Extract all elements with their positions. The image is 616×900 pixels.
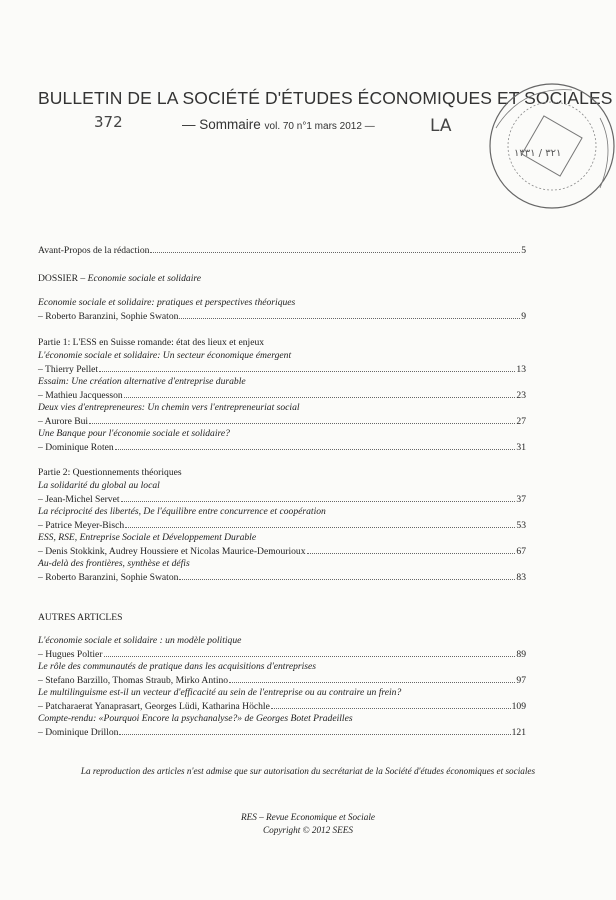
toc-page: 37: [516, 494, 526, 505]
toc-entry-author[interactable]: [38, 725, 526, 738]
dossier-heading: [38, 272, 201, 285]
toc-entry-author[interactable]: [38, 570, 526, 583]
toc-title: Avant-Propos de la rédaction: [38, 245, 150, 256]
leader-dots: [89, 414, 515, 424]
revue-name: RES – Revue Economique et Sociale: [241, 812, 375, 822]
leader-dots: [115, 440, 516, 450]
leader-dots: [179, 570, 515, 580]
toc-page: 109: [511, 701, 526, 712]
dossier-title: – Economie sociale et solidaire: [80, 273, 201, 284]
reproduction-note: La reproduction des articles n'est admise que sur autorisation du secrétariat de la Société d'études économiques et sociales: [80, 766, 536, 776]
handwritten-initials: LA: [430, 116, 452, 136]
toc-entry-title[interactable]: Le rôle des communautés de pratique dans les acquisitions d'entreprises: [38, 661, 317, 672]
toc-page: 67: [516, 546, 526, 557]
toc-entry-author[interactable]: [38, 492, 526, 505]
leader-dots: [124, 388, 516, 398]
toc-author: – Patcharaerat Yanaprasart, Georges Lüdi, Katharina Höchle: [38, 701, 270, 712]
toc-entry-author[interactable]: [38, 699, 526, 712]
toc-entry-author[interactable]: [38, 647, 526, 660]
toc-entry-title[interactable]: Essaim: Une création alternative d'entreprise durable: [38, 376, 246, 387]
autres-heading: AUTRES ARTICLES: [38, 612, 123, 623]
toc-page: 31: [516, 442, 526, 453]
toc-page: 83: [516, 572, 526, 583]
toc-page: 97: [516, 675, 526, 686]
partie2-heading: Partie 2: Questionnements théoriques: [38, 467, 182, 478]
leader-dots: [119, 725, 510, 735]
toc-entry-author[interactable]: [38, 362, 526, 375]
toc-entry-title[interactable]: Une Banque pour l'économie sociale et solidaire?: [38, 428, 230, 439]
toc-entry-title[interactable]: L'économie sociale et solidaire : un modèle politique: [38, 635, 242, 646]
toc-author: – Patrice Meyer-Bisch: [38, 520, 125, 531]
sommaire-label: — Sommaire: [182, 117, 261, 132]
journal-title: BULLETIN DE LA SOCIÉTÉ D'ÉTUDES ÉCONOMIQUES ET SOCIALES: [38, 88, 613, 108]
toc-page: 23: [516, 390, 526, 401]
toc-entry-title[interactable]: Deux vies d'entrepreneures: Un chemin vers l'entrepreneuriat social: [38, 402, 300, 413]
toc-entry-title[interactable]: ESS, RSE, Entreprise Sociale et Développement Durable: [38, 532, 257, 543]
issue-info: vol. 70 n°1 mars 2012 —: [264, 121, 375, 132]
toc-author: – Mathieu Jacquesson: [38, 390, 123, 401]
copyright: Copyright © 2012 SEES: [263, 825, 353, 835]
toc-entry-title[interactable]: L'économie sociale et solidaire: Un secteur économique émergent: [38, 350, 292, 361]
toc-page: 9: [521, 311, 526, 322]
toc-entry-author[interactable]: [38, 673, 526, 686]
toc-entry-author[interactable]: [38, 309, 526, 322]
toc-author: – Roberto Baranzini, Sophie Swaton: [38, 311, 179, 322]
toc-page: 121: [511, 727, 526, 738]
toc-entry-author[interactable]: [38, 518, 526, 531]
toc-entry-title[interactable]: Au-delà des frontières, synthèse et défis: [38, 558, 190, 569]
toc-author: – Dominique Drillon: [38, 727, 119, 738]
leader-dots: [271, 699, 511, 709]
toc-entry-title[interactable]: Economie sociale et solidaire: pratiques et perspectives théoriques: [38, 297, 296, 308]
toc-author: – Denis Stokkink, Audrey Houssiere et Nicolas Maurice-Demourioux: [38, 546, 306, 557]
toc-entry-author[interactable]: [38, 440, 526, 453]
toc-author: – Jean-Michel Servet: [38, 494, 120, 505]
toc-author: – Dominique Roten: [38, 442, 114, 453]
toc-page: 89: [516, 649, 526, 660]
dossier-label: DOSSIER: [38, 273, 78, 284]
handwritten-number: 372: [94, 113, 123, 131]
toc-entry-title[interactable]: La solidarité du global au local: [38, 480, 160, 491]
toc-entry-author[interactable]: [38, 414, 526, 427]
toc-page: 53: [516, 520, 526, 531]
partie1-heading: Partie 1: L'ESS en Suisse romande: état des lieux et enjeux: [38, 337, 265, 348]
toc-author: – Stefano Barzillo, Thomas Straub, Mirko Antino: [38, 675, 229, 686]
leader-dots: [104, 647, 516, 657]
stamp-number: ٣٢١ / ١٣٣١: [514, 148, 562, 159]
toc-page: 5: [521, 245, 526, 256]
leader-dots: [229, 673, 515, 683]
toc-entry-author[interactable]: [38, 544, 526, 557]
toc-entry-author[interactable]: [38, 388, 526, 401]
leader-dots: [179, 309, 520, 319]
leader-dots: [307, 544, 516, 554]
toc-author: – Aurore Bui: [38, 416, 89, 427]
toc-page: 27: [516, 416, 526, 427]
leader-dots: [150, 243, 520, 253]
toc-entry-title[interactable]: Le multilinguisme est-il un vecteur d'efficacité au sein de l'entreprise ou au contraire un frein?: [38, 687, 402, 698]
sommaire-line: [182, 117, 375, 132]
toc-page: 13: [516, 364, 526, 375]
leader-dots: [99, 362, 515, 372]
toc-entry-title[interactable]: Compte-rendu: «Pourquoi Encore la psychanalyse?» de Georges Botet Pradeilles: [38, 713, 353, 724]
toc-author: – Roberto Baranzini, Sophie Swaton: [38, 572, 179, 583]
leader-dots: [125, 518, 515, 528]
toc-entry-title[interactable]: La réciprocité des libertés, De l'équilibre entre concurrence et coopération: [38, 506, 326, 517]
toc-author: – Hugues Poltier: [38, 649, 103, 660]
toc-author: – Thierry Pellet: [38, 364, 99, 375]
leader-dots: [121, 492, 516, 502]
toc-avant-propos[interactable]: [38, 243, 526, 256]
